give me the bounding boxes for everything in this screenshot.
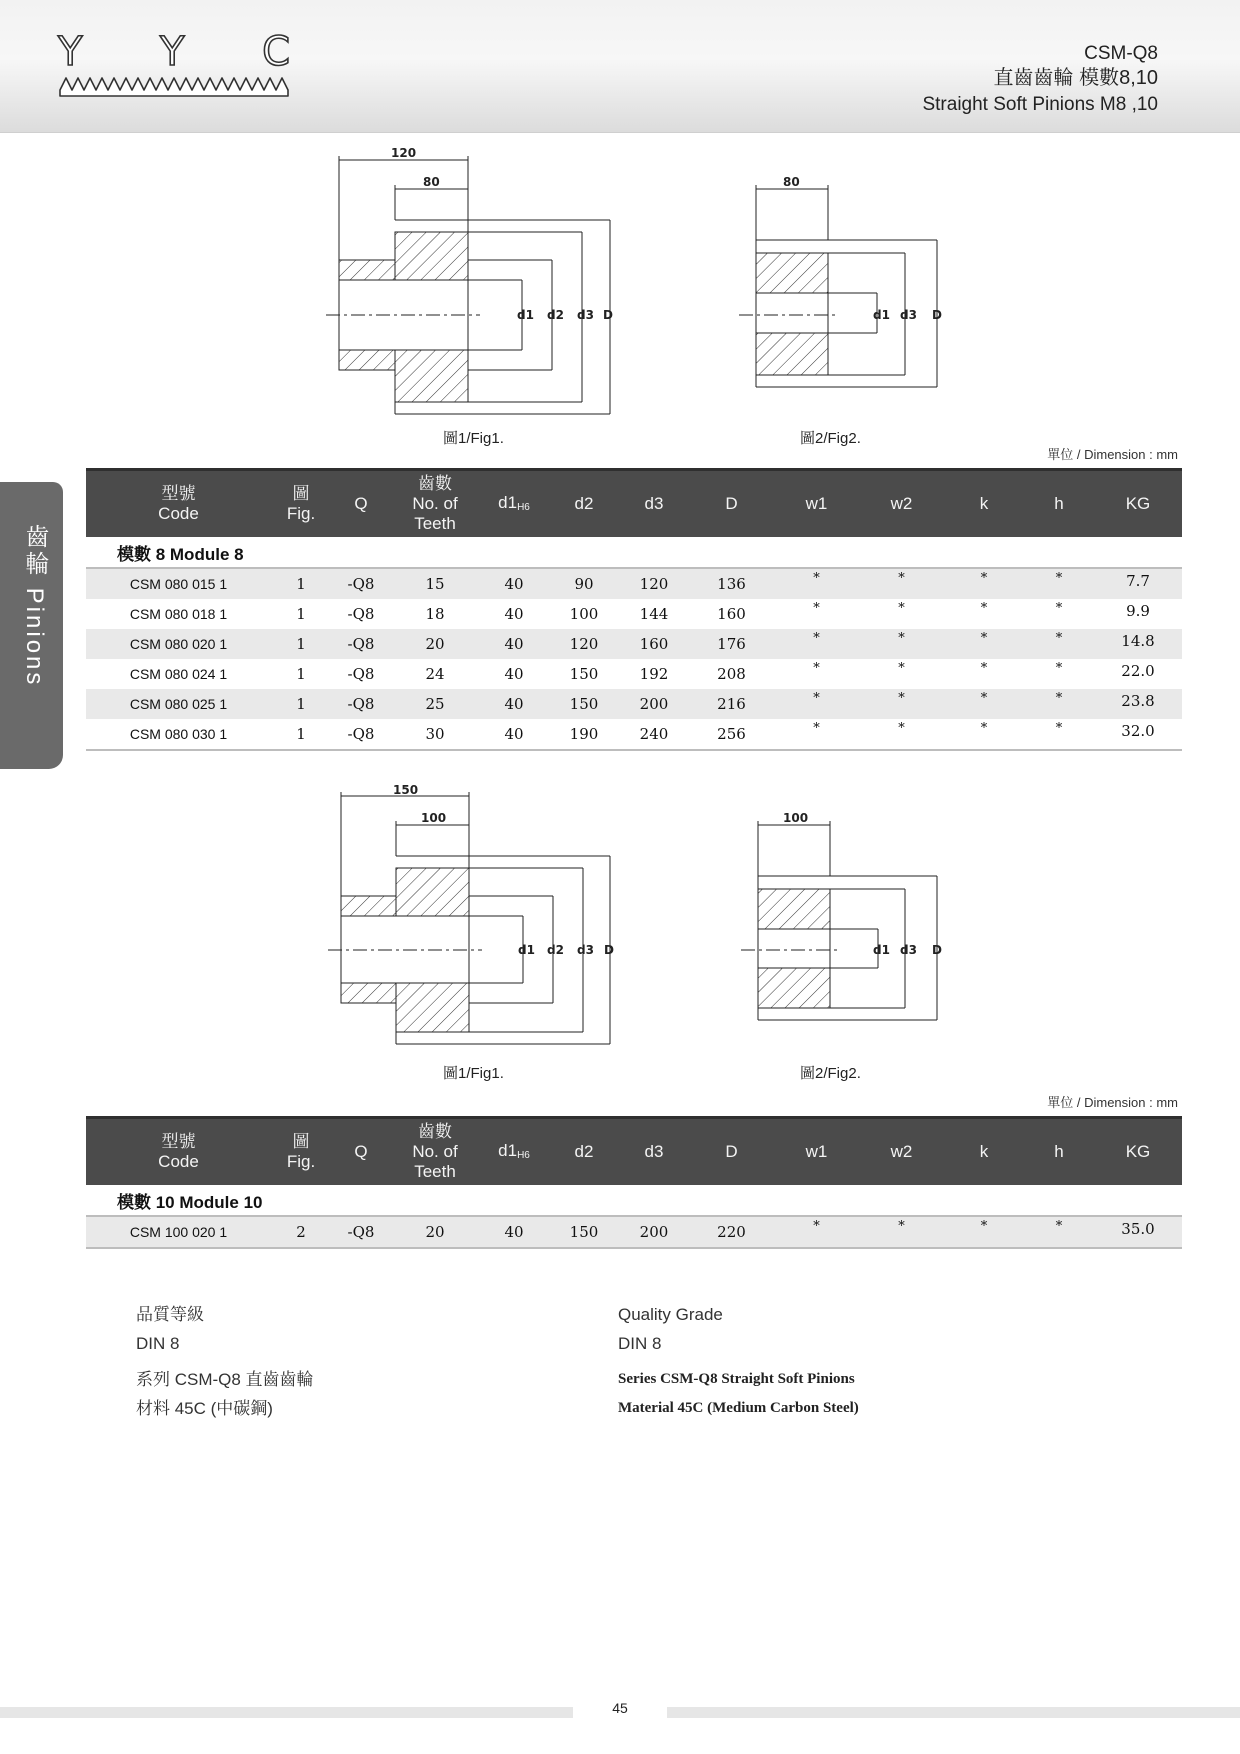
- module-row: 模數 8 Module 8: [86, 537, 1182, 568]
- table-row: [86, 599, 1182, 629]
- col-q: Q: [331, 1118, 391, 1186]
- cell-d3: 160: [619, 629, 689, 659]
- cell-h: *: [1055, 661, 1063, 676]
- cell-teeth: 20: [391, 1216, 479, 1248]
- cell-k: *: [944, 629, 1024, 659]
- cell-teeth: 30: [391, 719, 479, 750]
- fig1-caption: 圖1/Fig1.: [443, 430, 504, 447]
- dim-100: 100: [421, 811, 447, 825]
- cell-k: *: [980, 661, 988, 676]
- table2-body: [86, 1185, 1182, 1248]
- product-code: CSM-Q8: [1084, 43, 1158, 64]
- quality-grade-label-en: Quality Grade: [618, 1305, 723, 1324]
- cell-code: CSM 080 030 1: [86, 719, 271, 750]
- cell-w2: *: [859, 689, 944, 719]
- cell-code: CSM 080 024 1: [129, 666, 228, 682]
- cell-teeth: 25: [391, 689, 479, 719]
- cell-w1: *: [774, 1216, 859, 1248]
- notes-en: [618, 1300, 859, 1423]
- col-d1: $d1_{H6}$: [479, 1118, 549, 1186]
- col-D: D: [689, 1118, 774, 1186]
- col-w2: w2: [859, 1118, 944, 1186]
- cell-teeth: 18: [425, 605, 445, 623]
- col-d2: d2: [549, 470, 619, 538]
- cell-d2: 120: [549, 629, 619, 659]
- unit-note: 單位 / Dimension : mm: [1047, 1095, 1178, 1110]
- yyc-logo: [58, 29, 290, 102]
- cell-d2: 90: [549, 568, 619, 599]
- spec-table-module-8: [86, 468, 1182, 751]
- col-code: 型號 Code: [86, 470, 271, 538]
- dim-100: 100: [783, 811, 809, 825]
- cell-k: *: [944, 1216, 1024, 1248]
- cell-kg: 35.0: [1094, 1216, 1182, 1248]
- col-w1: w1: [774, 470, 859, 538]
- label-d1: d1: [517, 308, 534, 322]
- cell-fig: 1: [271, 568, 331, 599]
- col-w2: w2: [859, 470, 944, 538]
- col-k: k: [944, 470, 1024, 538]
- cell-q: -Q8: [331, 719, 391, 750]
- cell-D: 176: [689, 629, 774, 659]
- cell-q: -Q8: [331, 689, 391, 719]
- col-q: Q: [331, 470, 391, 538]
- cell-fig: 1: [296, 665, 306, 683]
- col-fig: 圖 Fig.: [271, 1118, 331, 1186]
- cell-h: *: [1024, 689, 1094, 719]
- dim-150: 150: [393, 783, 419, 797]
- cell-code: CSM 080 015 1: [86, 568, 271, 599]
- col-h: h: [1024, 1118, 1094, 1186]
- fig1-drawing-m8: [320, 140, 640, 420]
- cell-fig: 2: [271, 1216, 331, 1248]
- table-row: [86, 719, 1182, 750]
- cell-w1: *: [774, 689, 859, 719]
- cell-w2: *: [898, 661, 905, 676]
- label-d2: d2: [547, 308, 564, 322]
- table1-body: [86, 537, 1182, 750]
- cell-fig: 1: [296, 605, 306, 623]
- cell-fig: 1: [271, 719, 331, 750]
- logo-letter: Y: [58, 29, 83, 75]
- cell-w2: *: [859, 568, 944, 599]
- fig1-caption: 圖1/Fig1.: [443, 1065, 504, 1082]
- cell-teeth: 20: [391, 629, 479, 659]
- logo-letter: Y: [160, 29, 185, 75]
- cell-k: *: [944, 689, 1024, 719]
- module-row: 模數 10 Module 10: [86, 1185, 1182, 1216]
- col-kg: KG: [1094, 470, 1182, 538]
- cell-d1: 40: [479, 629, 549, 659]
- cell-teeth: 24: [425, 665, 445, 683]
- cell-teeth: 15: [391, 568, 479, 599]
- cell-d3: 144: [639, 605, 669, 623]
- label-d3: d3: [577, 943, 594, 957]
- cell-code: CSM 080 020 1: [86, 629, 271, 659]
- cell-kg: 23.8: [1094, 689, 1182, 719]
- cell-w2: *: [859, 629, 944, 659]
- label-D: D: [603, 308, 613, 322]
- cell-code: CSM 100 020 1: [86, 1216, 271, 1248]
- label-d2: d2: [547, 943, 564, 957]
- page-number: 45: [612, 1700, 628, 1716]
- cell-d1: 40: [479, 719, 549, 750]
- cell-kg: 32.0: [1094, 719, 1182, 750]
- table-row: [86, 659, 1182, 689]
- col-d2: d2: [549, 1118, 619, 1186]
- cell-D: 216: [689, 689, 774, 719]
- cell-d1: 40: [479, 568, 549, 599]
- cell-code: CSM 080 018 1: [129, 606, 228, 622]
- cell-q: -Q8: [331, 568, 391, 599]
- cell-d3: 192: [639, 665, 669, 683]
- col-code: 型號 Code: [86, 1118, 271, 1186]
- cell-q: -Q8: [331, 629, 391, 659]
- cell-d1: 40: [504, 665, 524, 683]
- cell-h: *: [1024, 629, 1094, 659]
- cell-d2: 190: [549, 719, 619, 750]
- side-tab-pinions[interactable]: [0, 482, 63, 769]
- col-fig: 圖 Fig.: [271, 470, 331, 538]
- cell-h: *: [1024, 719, 1094, 750]
- label-d1: d1: [873, 308, 890, 322]
- col-k: k: [944, 1118, 1024, 1186]
- dim-80: 80: [423, 175, 440, 189]
- cell-d3: 240: [619, 719, 689, 750]
- label-d1: d1: [873, 943, 890, 957]
- cell-fig: 1: [271, 629, 331, 659]
- label-d1: d1: [518, 943, 535, 957]
- series-en: Series CSM-Q8 Straight Soft Pinions: [618, 1371, 855, 1387]
- table-row: [86, 1216, 1182, 1248]
- cell-d2: 150: [549, 1216, 619, 1248]
- label-D: D: [604, 943, 614, 957]
- material-zh: 材料 45C (中碳鋼): [136, 1399, 273, 1418]
- cell-kg: 9.9: [1126, 602, 1150, 620]
- label-d3: d3: [900, 308, 917, 322]
- col-teeth: 齒數 No. of Teeth: [391, 1118, 479, 1186]
- page-header: [0, 0, 1240, 133]
- col-kg: KG: [1094, 1118, 1182, 1186]
- quality-grade-value-en: DIN 8: [618, 1334, 662, 1353]
- col-d3: d3: [619, 1118, 689, 1186]
- fig2-drawing-m8: [737, 170, 957, 400]
- quality-grade-label-zh: 品質等級: [136, 1305, 204, 1324]
- notes-zh: [136, 1300, 314, 1423]
- cell-code: CSM 080 025 1: [86, 689, 271, 719]
- cell-k: *: [944, 568, 1024, 599]
- col-w1: w1: [774, 1118, 859, 1186]
- cell-kg: 7.7: [1094, 568, 1182, 599]
- col-d3: d3: [619, 470, 689, 538]
- label-D: D: [932, 308, 942, 322]
- fig2-caption: 圖2/Fig2.: [800, 1065, 861, 1082]
- cell-D: 256: [689, 719, 774, 750]
- col-D: D: [689, 470, 774, 538]
- spec-table-module-10: [86, 1116, 1182, 1249]
- cell-h: *: [1055, 601, 1063, 616]
- fig2-drawing-m10: [738, 800, 958, 1030]
- cell-d1: 40: [479, 689, 549, 719]
- cell-D: 208: [717, 665, 746, 683]
- cell-d1: 40: [504, 605, 524, 623]
- logo-letter: C: [262, 29, 290, 75]
- cell-d3: 200: [619, 689, 689, 719]
- cell-d2: 100: [569, 605, 599, 623]
- cell-fig: 1: [271, 689, 331, 719]
- cell-w1: *: [774, 568, 859, 599]
- cell-w1: *: [813, 601, 820, 616]
- table-row: [86, 629, 1182, 659]
- cell-h: *: [1024, 1216, 1094, 1248]
- cell-w2: *: [898, 601, 905, 616]
- fig2-caption: 圖2/Fig2.: [800, 430, 861, 447]
- table-header-row: [86, 470, 1182, 538]
- col-d1: $d1_{H6}$: [479, 470, 549, 538]
- cell-q: -Q8: [331, 1216, 391, 1248]
- cell-d3: 200: [619, 1216, 689, 1248]
- cell-q: -Q8: [347, 605, 375, 623]
- material-en: Material 45C (Medium Carbon Steel): [618, 1400, 859, 1416]
- cell-kg: 22.0: [1121, 662, 1155, 680]
- cell-D: 136: [689, 568, 774, 599]
- cell-k: *: [980, 601, 988, 616]
- table-row: [86, 568, 1182, 599]
- unit-note: 單位 / Dimension : mm: [1047, 447, 1178, 462]
- label-d3: d3: [577, 308, 594, 322]
- title-zh: 直齒齒輪 模數8,10: [993, 67, 1158, 89]
- cell-w1: *: [774, 719, 859, 750]
- side-tab-label: 齒輪 Pinions: [21, 524, 48, 688]
- header-title-block: [922, 42, 1158, 118]
- series-zh: 系列 CSM-Q8 直齒齒輪: [136, 1370, 314, 1389]
- cell-w2: *: [859, 719, 944, 750]
- cell-kg: 14.8: [1094, 629, 1182, 659]
- cell-h: *: [1024, 568, 1094, 599]
- cell-q: -Q8: [347, 665, 375, 683]
- cell-k: *: [944, 719, 1024, 750]
- cell-d1: 40: [479, 1216, 549, 1248]
- cell-d2: 150: [549, 689, 619, 719]
- label-d3: d3: [900, 943, 917, 957]
- dim-80: 80: [783, 175, 800, 189]
- cell-w1: *: [774, 629, 859, 659]
- label-D: D: [932, 943, 942, 957]
- table-row: [86, 689, 1182, 719]
- cell-D: 220: [689, 1216, 774, 1248]
- table-header-row: [86, 1118, 1182, 1186]
- title-en: Straight Soft Pinions M8 ,10: [922, 94, 1158, 115]
- cell-d3: 120: [619, 568, 689, 599]
- dim-120: 120: [391, 146, 417, 160]
- quality-grade-value-zh: DIN 8: [136, 1334, 180, 1353]
- col-h: h: [1024, 470, 1094, 538]
- col-teeth: 齒數 No. of Teeth: [391, 470, 479, 538]
- cell-D: 160: [717, 605, 746, 623]
- gear-rack-icon: [58, 72, 290, 100]
- cell-w2: *: [859, 1216, 944, 1248]
- fig1-drawing-m10: [320, 776, 640, 1056]
- cell-d2: 150: [569, 665, 599, 683]
- cell-w1: *: [813, 661, 820, 676]
